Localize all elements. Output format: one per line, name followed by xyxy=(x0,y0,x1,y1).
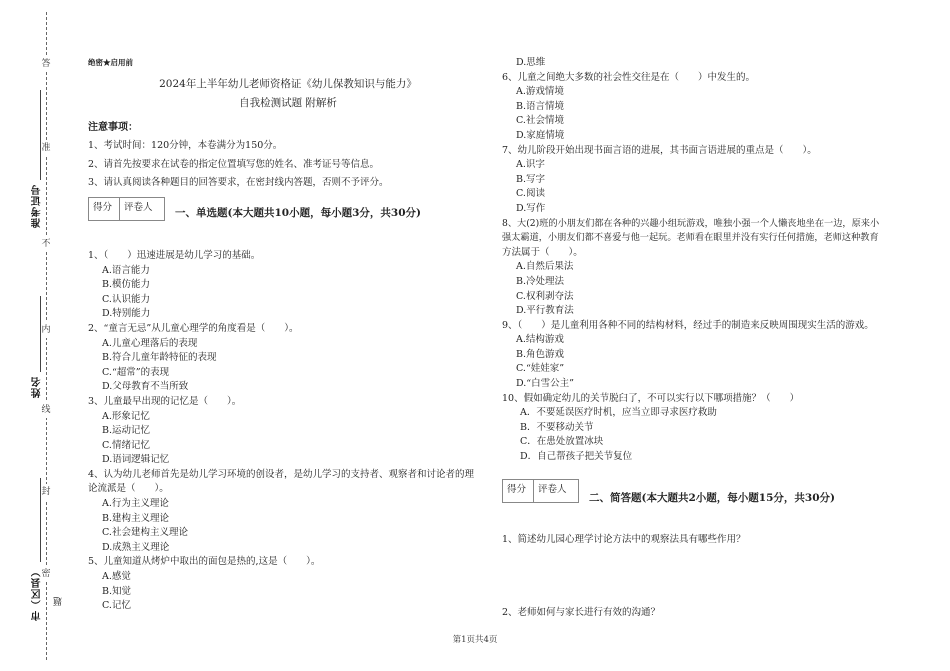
question-7-option: C.阅读 xyxy=(516,188,545,200)
question-1-option: C.认识能力 xyxy=(102,293,150,305)
question-9-stem: 9、（ ）是儿童利用各种不同的结构材料，经过手的制造来反映周围现实生活的游戏。 xyxy=(502,319,874,331)
question-6-option: A.游戏情境 xyxy=(516,86,564,98)
notice-item: 3、请认真阅读各种题目的回答要求，在密封线内答题，否则不予评分。 xyxy=(88,177,389,189)
grader-cell: 评卷人 xyxy=(124,201,153,213)
question-5-option: C.记忆 xyxy=(102,600,131,612)
binding-margin xyxy=(0,0,80,671)
district-label: 市（区县） xyxy=(32,566,43,621)
question-7-stem: 7、幼儿阶段开始出现书面言语的进展，其书面言语进展的重点是（ ）。 xyxy=(502,144,817,156)
question-6-option: B.语言情境 xyxy=(516,100,565,112)
binding-word-feng: 封 xyxy=(38,484,54,500)
section2-header xyxy=(502,477,922,506)
question-1-option: D.特别能力 xyxy=(102,308,151,320)
question-4-option: D.成熟主义理论 xyxy=(102,541,170,553)
section1-heading: 一、单选题(本大题共10小题，每小题3分，共30分) xyxy=(175,206,421,219)
binding-word-bu: 不 xyxy=(38,236,54,252)
question-1-option: B.模仿能力 xyxy=(102,279,151,291)
question-3-option: B.运动记忆 xyxy=(102,425,151,437)
question-10-option: A．不要延误医疗时机，应当立即寻求医疗救助 xyxy=(520,407,717,419)
question-9-option: A.结构游戏 xyxy=(516,334,564,346)
name-label: 姓名 xyxy=(32,376,43,398)
binding-word-zhun: 准 xyxy=(38,140,54,156)
question-8-option: B.冷处理法 xyxy=(516,275,565,287)
question-3-option: A.形象记忆 xyxy=(102,410,150,422)
question-8-stem-end: 方法属于（ ）。 xyxy=(502,246,583,258)
exam-number-line xyxy=(40,90,41,180)
binding-word-mi: 密 xyxy=(38,566,54,582)
exam-subtitle: 自我检测试题 附解析 xyxy=(239,96,337,109)
question-10-option: B．不要移动关节 xyxy=(520,421,594,433)
question-1-option: A.语言能力 xyxy=(102,264,150,276)
question-8-stem-cont: 强太霸道，小朋友们都不喜爱与他一起玩。老师看在眼里并没有实行任何措施，老师这种教育 xyxy=(502,232,879,244)
question-5-stem: 5、儿童知道从烤炉中取出的面包是热的,这是（ ）。 xyxy=(88,556,321,568)
question-9-option: D.“白雪公主” xyxy=(516,378,575,390)
question-9-option: C.“娃娃家” xyxy=(516,363,565,375)
question-10-option: C．在患处放置冰块 xyxy=(520,436,604,448)
question-6-stem: 6、儿童之间绝大多数的社会性交往是在（ ）中发生的。 xyxy=(502,71,756,83)
question-3-option: D.语词逻辑记忆 xyxy=(102,454,170,466)
notice-item: 2、请首先按要求在试卷的指定位置填写您的姓名、准考证号等信息。 xyxy=(88,158,380,170)
binding-word-xian: 线 xyxy=(38,402,54,418)
question-4-stem-cont: 论流派是（ ）。 xyxy=(88,483,169,495)
binding-word-da: 答 xyxy=(38,56,54,72)
exam-number-label: 准考证号 xyxy=(32,184,43,228)
question-2-option: C.“超常”的表现 xyxy=(102,366,170,378)
score-box xyxy=(502,479,579,503)
question-4-option: B.建构主义理论 xyxy=(102,512,170,524)
question-8-stem: 8、大(2)班的小朋友们都在各种的兴趣小组玩游戏，唯独小强一个人懒丧地坐在一边，原来小 xyxy=(502,217,880,229)
question-2-option: D.父母教育不当所致 xyxy=(102,381,189,393)
score-cell: 得分 xyxy=(89,198,120,220)
question-5-option: B.知觉 xyxy=(102,585,132,597)
question-6-option: C.社会情境 xyxy=(516,115,564,127)
page-number: 第1页共4页 xyxy=(452,635,498,645)
question-4-option: C.社会建构主义理论 xyxy=(102,527,188,539)
question-4-stem: 4、认为幼儿老师首先是幼儿学习环境的创设者，是幼儿学习的支持者、观察者和讨论者的理 xyxy=(88,468,475,480)
question-7-option: D.写作 xyxy=(516,202,546,214)
name-line xyxy=(40,296,41,372)
section2-heading: 二、简答题(本大题共2小题，每小题15分，共30分) xyxy=(589,491,835,504)
question-6-option: D.家庭情境 xyxy=(516,129,565,141)
question-3-stem: 3、儿童最早出现的记忆是（ ）。 xyxy=(88,395,242,407)
binding-word-nei: 内 xyxy=(38,322,54,338)
question-2-option: B.符合儿童年龄特征的表现 xyxy=(102,352,217,364)
exam-title: 2024年上半年幼儿老师资格证《幼儿保教知识与能力》 xyxy=(159,77,417,90)
question-7-option: B.写字 xyxy=(516,173,546,185)
question-2-stem: 2、“童言无忌”从儿童心理学的角度看是（ ）。 xyxy=(88,322,299,334)
question-9-option: B.角色游戏 xyxy=(516,348,565,360)
question-8-option: C.权利剥夺法 xyxy=(516,290,574,302)
score-cell: 得分 xyxy=(503,480,534,502)
question-3-option: C.情绪记忆 xyxy=(102,439,150,451)
grader-cell: 评卷人 xyxy=(538,483,567,495)
secret-mark: 绝密★启用前 xyxy=(88,58,133,67)
essay-question-2: 2、老师如何与家长进行有效的沟通？ xyxy=(502,606,661,618)
essay-question-1: 1、简述幼儿园心理学讨论方法中的观察法具有哪些作用？ xyxy=(502,534,746,546)
binding-word-ti: 题 xyxy=(54,596,64,606)
district-line xyxy=(40,478,41,562)
question-8-option: D.平行教育法 xyxy=(516,305,574,317)
question-10-stem: 10、假如确定幼儿的关节脱臼了，不可以实行以下哪项措施？（ ） xyxy=(502,392,800,404)
question-10-option: D．自己帮孩子把关节复位 xyxy=(520,451,633,463)
left-column xyxy=(88,56,488,614)
notice-item: 1、考试时间：120分钟，本卷满分为150分。 xyxy=(88,140,283,152)
score-box xyxy=(88,197,165,221)
section1-header xyxy=(88,197,488,221)
question-5-option: A.感觉 xyxy=(102,571,131,583)
question-8-option: A.自然后果法 xyxy=(516,261,574,273)
question-2-option: A.儿童心理落后的表现 xyxy=(102,337,198,349)
question-1-stem: 1、（ ）迅速进展是幼儿学习的基础。 xyxy=(88,249,261,261)
right-column xyxy=(502,56,922,620)
notice-title: 注意事项： xyxy=(88,121,138,133)
question-5-option: D.思维 xyxy=(516,57,546,68)
question-4-option: A.行为主义理论 xyxy=(102,498,169,510)
question-7-option: A.识字 xyxy=(516,159,545,171)
